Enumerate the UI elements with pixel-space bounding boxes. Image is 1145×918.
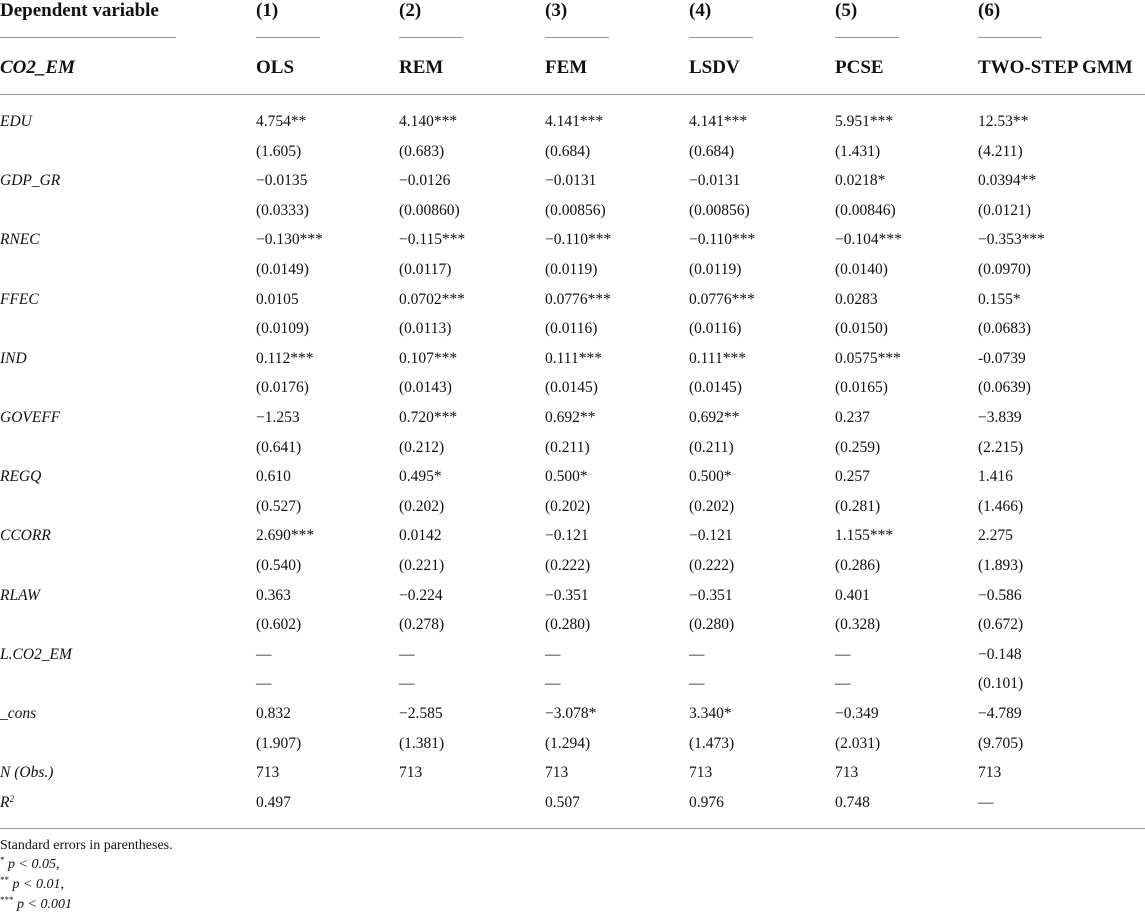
footnote-sig-01-text: p < 0.01, [12, 877, 64, 892]
coefficient-cell: 3.340* [689, 705, 732, 722]
footnote-sig-05-text: p < 0.05, [8, 857, 60, 872]
std-error-cell: (0.527) [256, 497, 302, 515]
std-error-cell: (0.0333) [256, 201, 309, 219]
header-bottom-rule [0, 94, 1145, 95]
std-error-cell: (0.222) [545, 557, 591, 574]
coefficient-cell: −0.351 [545, 586, 589, 604]
footnote-sig-05 [0, 857, 59, 873]
header-rule-col6 [978, 37, 1042, 38]
r2-cell: 0.507 [545, 793, 580, 811]
coefficient-cell: 0.155* [978, 290, 1021, 308]
std-error-cell: (0.0145) [545, 379, 598, 397]
coefficient-cell: 0.237 [835, 409, 870, 426]
std-error-cell: (0.683) [399, 142, 445, 160]
std-error-cell: (2.031) [835, 734, 881, 752]
column-number: (4) [689, 0, 712, 21]
n-obs-cell: 713 [545, 764, 569, 782]
coefficient-cell: 0.363 [256, 586, 291, 604]
header-rule-left [0, 37, 176, 38]
coefficient-cell: -0.0739 [978, 349, 1026, 367]
r2-label-exponent: 2 [9, 793, 14, 804]
std-error-cell: (0.00856) [689, 201, 750, 219]
std-error-cell: (0.0683) [978, 320, 1031, 338]
coefficient-cell: — [256, 645, 272, 663]
std-error-cell: (0.101) [978, 675, 1024, 693]
std-error-cell: (0.211) [689, 438, 734, 456]
header-rule-col1 [256, 37, 320, 38]
coefficient-cell: 4.754** [256, 113, 307, 130]
coefficient-cell: −0.224 [399, 586, 443, 604]
r2-label-letter: R [0, 793, 10, 811]
r2-cell: — [978, 793, 994, 811]
coefficient-cell: 0.692** [545, 409, 596, 426]
column-number: (2) [399, 0, 422, 21]
std-error-cell: (1.893) [978, 557, 1024, 574]
std-error-cell: (0.280) [545, 616, 591, 634]
row-variable-label: L.CO2_EM [0, 645, 72, 663]
footnote-sig-001-marker: *** [0, 895, 14, 905]
row-variable-label: FFEC [0, 290, 39, 308]
table-bottom-rule [0, 828, 1145, 829]
coefficient-cell: — [545, 645, 561, 663]
coefficient-cell: 0.0218* [835, 172, 886, 190]
row-variable-label: RNEC [0, 231, 40, 249]
std-error-cell: (0.259) [835, 438, 881, 456]
coefficient-cell: 0.500* [545, 468, 588, 486]
coefficient-cell: −4.789 [978, 705, 1022, 722]
column-number: (3) [545, 0, 568, 21]
std-error-cell: (0.0119) [689, 261, 742, 278]
std-error-cell: (0.202) [545, 497, 591, 515]
std-error-cell: (1.431) [835, 142, 881, 160]
row-variable-label: RLAW [0, 586, 40, 604]
std-error-cell: (1.466) [978, 497, 1024, 515]
coefficient-cell: 0.500* [689, 468, 732, 486]
coefficient-cell: −0.110*** [545, 231, 612, 249]
n-label-symbol: N [0, 764, 11, 782]
std-error-cell: (1.907) [256, 734, 302, 752]
coefficient-cell: −2.585 [399, 705, 443, 722]
coefficient-cell: −0.349 [835, 705, 879, 722]
dependent-variable-name: CO2_EM [0, 57, 75, 78]
column-model: FEM [545, 57, 588, 78]
coefficient-cell: 2.275 [978, 527, 1013, 545]
row-variable-label: GDP_GR [0, 172, 61, 190]
row-variable-label: IND [0, 349, 27, 367]
footnote-sig-001 [0, 897, 72, 913]
std-error-cell: (0.0150) [835, 320, 888, 338]
r2-cell: 0.497 [256, 793, 291, 811]
coefficient-cell: −0.0135 [256, 172, 308, 190]
coefficient-cell: 0.0702*** [399, 290, 465, 308]
column-model: REM [399, 57, 444, 78]
std-error-cell: (0.0143) [399, 379, 452, 397]
coefficient-cell: 0.610 [256, 468, 291, 486]
header-rule-col2 [399, 37, 463, 38]
coefficient-cell: 0.111*** [545, 349, 602, 367]
std-error-cell: (0.286) [835, 557, 881, 574]
coefficient-cell: 0.111*** [689, 349, 746, 367]
std-error-cell: (0.0970) [978, 261, 1031, 278]
coefficient-cell: 0.0142 [399, 527, 442, 545]
std-error-cell: (0.641) [256, 438, 302, 456]
std-error-cell: (0.0116) [545, 320, 598, 338]
coefficient-cell: −0.351 [689, 586, 733, 604]
coefficient-cell: 0.720*** [399, 409, 458, 426]
coefficient-cell: 1.155*** [835, 527, 894, 545]
coefficient-cell: −0.121 [545, 527, 589, 545]
std-error-cell: (0.280) [689, 616, 735, 634]
std-error-cell: (0.221) [399, 557, 445, 574]
std-error-cell: (0.672) [978, 616, 1024, 634]
coefficient-cell: −0.115*** [399, 231, 466, 249]
coefficient-cell: −0.121 [689, 527, 733, 545]
footnote-standard-errors: Standard errors in parentheses. [0, 838, 173, 853]
n-obs-cell: 713 [835, 764, 859, 782]
row-variable-label: GOVEFF [0, 409, 61, 426]
std-error-cell: (0.00856) [545, 201, 606, 219]
std-error-cell: (0.211) [545, 438, 590, 456]
footnote-sig-01-marker: ** [0, 875, 9, 885]
std-error-cell: — [256, 675, 272, 693]
coefficient-cell: −3.078* [545, 705, 597, 722]
coefficient-cell: — [689, 645, 705, 663]
coefficient-cell: −0.0131 [689, 172, 741, 190]
coefficient-cell: 4.141*** [545, 113, 604, 130]
column-model: TWO-STEP GMM [978, 57, 1133, 78]
n-obs-cell: 713 [256, 764, 280, 782]
coefficient-cell: −0.110*** [689, 231, 756, 249]
std-error-cell: (0.0140) [835, 261, 888, 278]
std-error-cell: (0.684) [545, 142, 591, 160]
std-error-cell: (0.540) [256, 557, 302, 574]
row-variable-label: _cons [0, 705, 37, 722]
header-rule-col5 [835, 37, 899, 38]
coefficient-cell: — [399, 645, 415, 663]
coefficient-cell: −3.839 [978, 409, 1022, 426]
std-error-cell: (1.605) [256, 142, 302, 160]
coefficient-cell: 0.0776*** [545, 290, 611, 308]
row-variable-label: EDU [0, 113, 32, 130]
coefficient-cell: 0.107*** [399, 349, 458, 367]
coefficient-cell: −0.0126 [399, 172, 451, 190]
std-error-cell: (0.0176) [256, 379, 309, 397]
n-label-suffix: (Obs.) [10, 764, 54, 782]
std-error-cell: (4.211) [978, 142, 1023, 160]
std-error-cell: (0.0639) [978, 379, 1031, 397]
coefficient-cell: 12.53** [978, 113, 1029, 130]
std-error-cell: (2.215) [978, 438, 1024, 456]
coefficient-cell: 4.141*** [689, 113, 748, 130]
std-error-cell: — [545, 675, 561, 693]
row-n-label [0, 764, 53, 782]
coefficient-cell: 0.401 [835, 586, 870, 604]
coefficient-cell: — [835, 645, 851, 663]
coefficient-cell: −0.586 [978, 586, 1022, 604]
std-error-cell: (0.328) [835, 616, 881, 634]
row-variable-label: REGQ [0, 468, 42, 486]
coefficient-cell: 2.690*** [256, 527, 315, 545]
std-error-cell: — [835, 675, 851, 693]
header-rule-col3 [545, 37, 609, 38]
std-error-cell: (9.705) [978, 734, 1024, 752]
coefficient-cell: 0.0575*** [835, 349, 901, 367]
coefficient-cell: −0.353*** [978, 231, 1045, 249]
coefficient-cell: 0.257 [835, 468, 870, 486]
std-error-cell: (0.0145) [689, 379, 742, 397]
column-number: (1) [256, 0, 279, 21]
std-error-cell: (0.684) [689, 142, 735, 160]
column-model: LSDV [689, 57, 740, 78]
std-error-cell: (0.278) [399, 616, 445, 634]
footnote-sig-001-text: p < 0.001 [17, 897, 72, 912]
std-error-cell: (0.202) [689, 497, 735, 515]
coefficient-cell: −1.253 [256, 409, 300, 426]
dependent-variable-label: Dependent variable [0, 0, 159, 21]
std-error-cell: (0.212) [399, 438, 445, 456]
std-error-cell: (0.602) [256, 616, 302, 634]
row-r2-label [0, 794, 14, 812]
std-error-cell: (0.0119) [545, 261, 598, 278]
coefficient-cell: −0.148 [978, 645, 1022, 663]
coefficient-cell: 5.951*** [835, 113, 894, 130]
r2-cell: 0.748 [835, 793, 870, 811]
coefficient-cell: 0.495* [399, 468, 442, 486]
coefficient-cell: −0.130*** [256, 231, 323, 249]
n-obs-cell: 713 [689, 764, 713, 782]
column-model: OLS [256, 57, 295, 78]
std-error-cell: (0.0165) [835, 379, 888, 397]
std-error-cell: (0.0149) [256, 261, 309, 278]
coefficient-cell: 0.112*** [256, 349, 314, 367]
coefficient-cell: 0.692** [689, 409, 740, 426]
std-error-cell: (0.0116) [689, 320, 742, 338]
coefficient-cell: −0.0131 [545, 172, 597, 190]
std-error-cell: (0.202) [399, 497, 445, 515]
std-error-cell: — [399, 675, 415, 693]
std-error-cell: (0.00860) [399, 201, 460, 219]
r2-cell: 0.976 [689, 793, 724, 811]
coefficient-cell: 0.0776*** [689, 290, 755, 308]
column-number: (5) [835, 0, 858, 21]
n-obs-cell: 713 [978, 764, 1002, 782]
std-error-cell: (1.473) [689, 734, 735, 752]
n-obs-cell: 713 [399, 764, 423, 782]
std-error-cell: (0.00846) [835, 201, 896, 219]
coefficient-cell: 0.0105 [256, 290, 299, 308]
std-error-cell: (0.0117) [399, 261, 452, 278]
std-error-cell: (0.0113) [399, 320, 452, 338]
coefficient-cell: 0.0394** [978, 172, 1037, 190]
std-error-cell: (0.281) [835, 497, 881, 515]
footnote-sig-01 [0, 877, 64, 893]
std-error-cell: (0.222) [689, 557, 735, 574]
coefficient-cell: 0.0283 [835, 290, 878, 308]
std-error-cell: (1.294) [545, 734, 591, 752]
column-model: PCSE [835, 57, 884, 78]
row-variable-label: CCORR [0, 527, 51, 545]
std-error-cell: (0.0109) [256, 320, 309, 338]
footnote-sig-05-marker: * [0, 855, 5, 865]
coefficient-cell: −0.104*** [835, 231, 902, 249]
header-rule-col4 [689, 37, 753, 38]
std-error-cell: (1.381) [399, 734, 445, 752]
coefficient-cell: 4.140*** [399, 113, 458, 130]
coefficient-cell: 0.832 [256, 705, 291, 722]
coefficient-cell: 1.416 [978, 468, 1013, 486]
std-error-cell: — [689, 675, 705, 693]
std-error-cell: (0.0121) [978, 201, 1031, 219]
column-number: (6) [978, 0, 1001, 21]
